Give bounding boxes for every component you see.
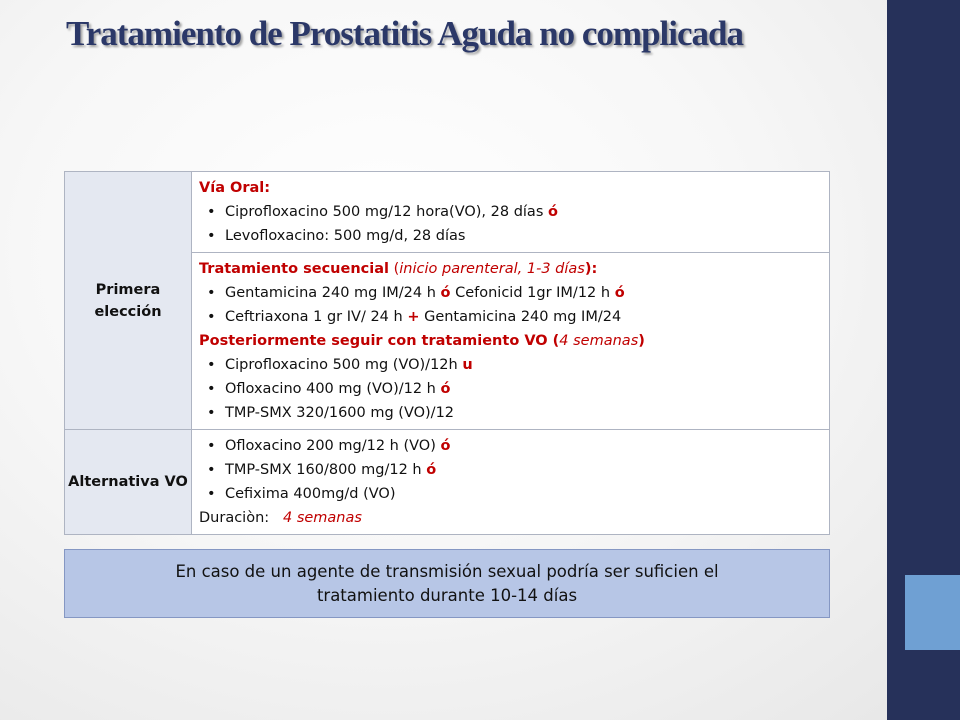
row-label-line: Primera [95,281,161,298]
list-item [199,200,821,224]
item-text: Ceftriaxona 1 gr IV/ 24 h [225,309,408,325]
list-item [199,305,821,329]
item-text: Gentamicina 240 mg IM/24 h [225,285,441,301]
oral-cell [192,172,830,253]
alternative-cell [192,430,830,535]
sequential-cell [192,253,830,430]
list-item [199,281,821,305]
row-label-line: elección [94,303,162,320]
bullet-icon: • [207,438,216,454]
note-line: En caso de un agente de transmisión sexual podría ser suficien el [175,561,719,581]
row-label-primera-eleccion [65,172,192,430]
item-text: Levofloxacino: 500 mg/d, 28 días [225,228,466,244]
bullet-icon: • [207,357,216,373]
alt-marker: ó [614,285,625,301]
bullet-icon: • [207,309,216,325]
item-text: Ciprofloxacino 500 mg/12 hora(VO), 28 días [225,204,548,220]
item-text: TMP-SMX 320/1600 mg (VO)/12 [225,405,455,421]
bullet-icon: • [207,285,216,301]
duration-value: 4 semanas [282,510,362,526]
bullet-icon: • [207,381,216,397]
alt-marker: ó [548,204,558,220]
bullet-icon: • [207,462,216,478]
item-text: Cefixima 400mg/d (VO) [225,486,396,502]
header-italic: inicio parenteral, 1-3 días [399,261,585,277]
alt-marker: u [462,357,473,373]
header-paren: ) [638,333,645,349]
header-bold: Posteriormente seguir con tratamiento VO ( [199,333,560,349]
table-row [65,430,830,535]
alt-marker: ó [440,438,451,454]
list-item [199,224,821,248]
header-paren: ): [584,261,598,277]
duration-line [199,506,821,530]
list-item [199,353,821,377]
alt-marker: ó [440,381,451,397]
bullet-icon: • [207,486,216,502]
treatment-table [64,171,830,535]
header-bold: Tratamiento secuencial [199,261,389,277]
sequential-header [199,257,821,281]
bullet-icon: • [207,405,216,421]
header-paren: ( [389,261,400,277]
alt-marker: ó [440,285,451,301]
bullet-icon: • [207,204,216,220]
item-text: Ciprofloxacino 500 mg (VO)/12h [225,357,463,373]
duration-label: Duraciòn: [199,510,270,526]
note-line: tratamiento durante 10-14 días [316,585,578,605]
list-item [199,401,821,425]
note-box [64,549,830,618]
bullet-icon: • [207,228,216,244]
list-item [199,482,821,506]
slide-title: Tratamiento de Prostatitis Aguda no complicada [66,14,744,53]
item-text: Ofloxacino 400 mg (VO)/12 h [225,381,441,397]
item-text: TMP-SMX 160/800 mg/12 h [225,462,427,478]
list-item [199,377,821,401]
oral-header: Vía Oral: [199,180,271,196]
row-label-line: Alternativa VO [68,474,188,490]
post-header [199,329,821,353]
alt-marker: ó [426,462,437,478]
item-text: Cefonicid 1gr IM/12 h [450,285,615,301]
list-item [199,434,821,458]
plus-marker: + [407,309,420,325]
list-item [199,458,821,482]
item-text: Gentamicina 240 mg IM/24 [419,309,622,325]
side-accent-block [905,575,960,650]
item-text: Ofloxacino 200 mg/12 h (VO) [225,438,441,454]
row-label-alternativa-vo [65,430,192,535]
table-row [65,172,830,253]
header-italic: 4 semanas [559,333,639,349]
